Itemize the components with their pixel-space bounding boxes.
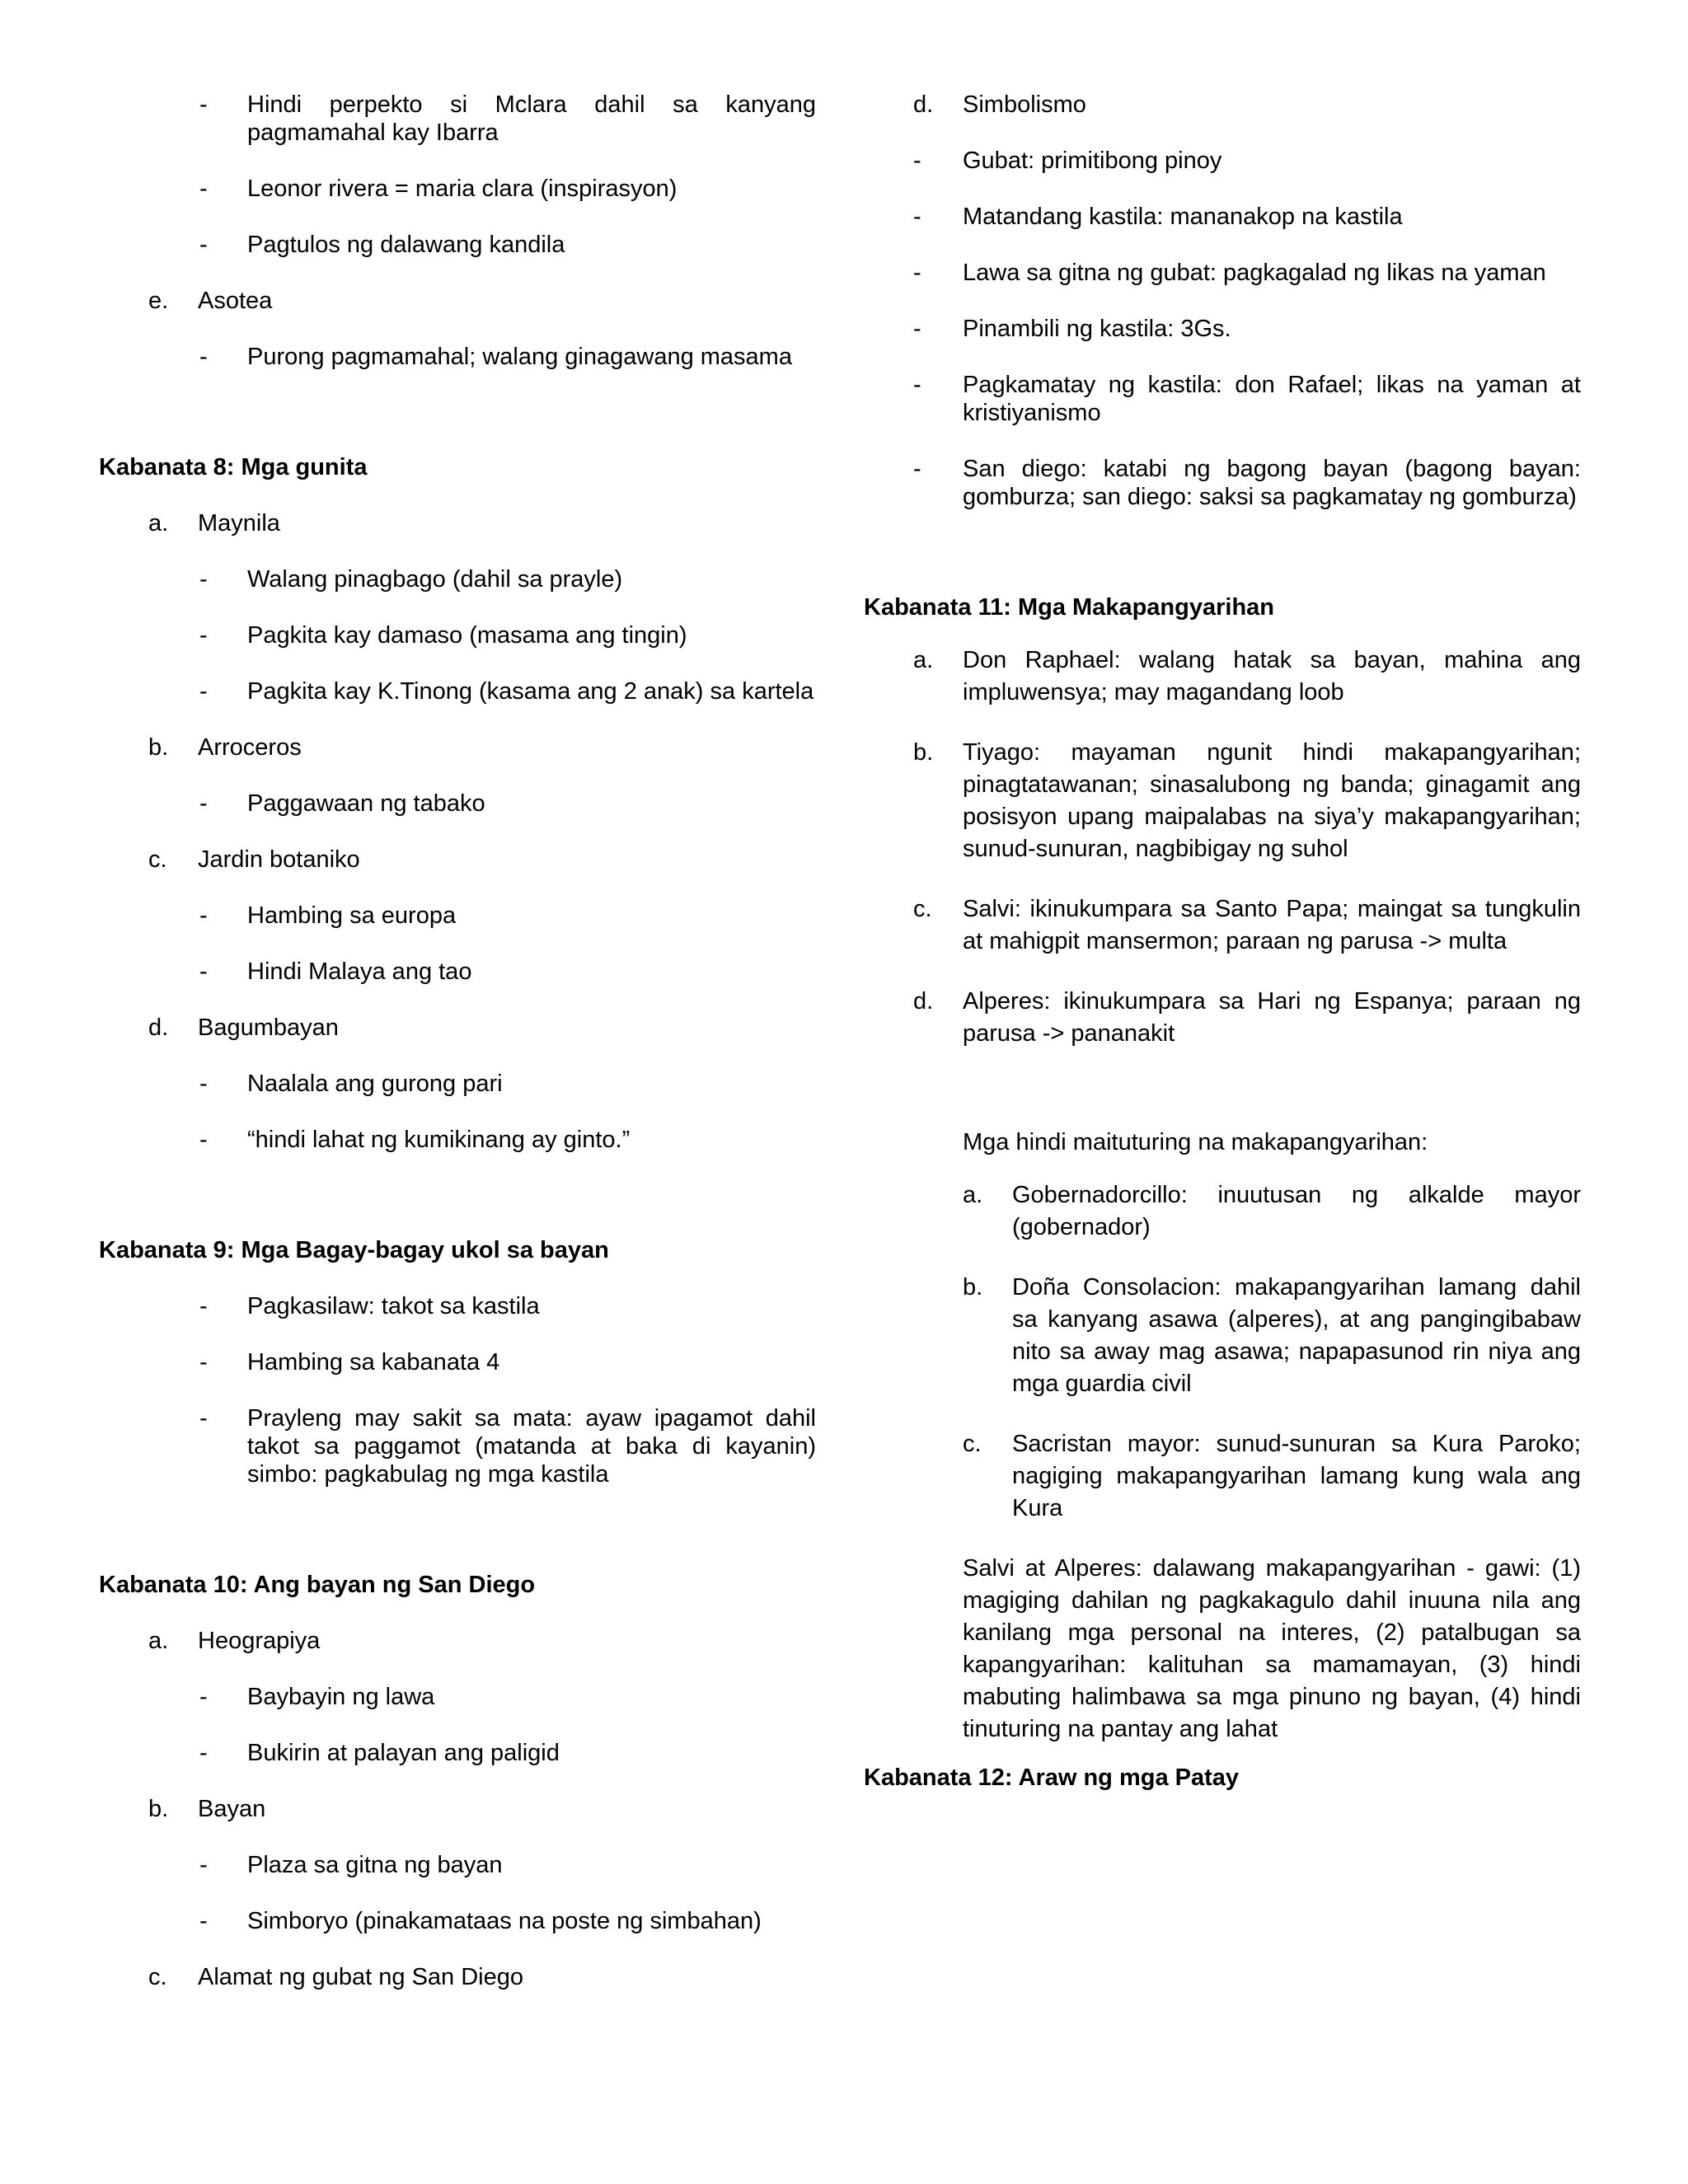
closing-paragraph: Salvi at Alperes: dalawang makapangyarihan - gawi: (1) magiging dahilan ng pagkakagulo dahil inuuna nila ang kanilang mga personal na interes, (2) patalbugan sa kapangyarihan: kalituhan sa mamamayan, (3) hindi mabuting halimbawa sa mga pinuno ng bayan, (4) hindi tinuturing na pantay ang lahat (963, 1555, 1581, 1742)
list-item: - Pagkita kay damaso (masama ang tingin) (199, 622, 687, 649)
list-item: d. Alperes: ikinukumpara sa Hari ng Espanya; paraan ng parusa -> pananakit (913, 988, 1581, 1047)
section-label: c. Alamat ng gubat ng San Diego (148, 1964, 523, 1990)
chapter-heading: Kabanata 9: Mga Bagay-bagay ukol sa bayan (99, 1237, 609, 1263)
list-item: - Leonor rivera = maria clara (inspirasyon) (199, 176, 678, 202)
dash-marker: - (199, 91, 208, 118)
list-item: a. Gobernadorcillo: inuutusan ng alkalde mayor (gobernador) (963, 1182, 1581, 1240)
list-item: - Pagkasilaw: takot sa kastila (199, 1293, 540, 1319)
list-item: - San diego: katabi ng bagong bayan (bagong bayan: gomburza; san diego: saksi sa pagkamatay ng gomburza) (913, 456, 1581, 510)
section-label: e. Asotea (148, 288, 273, 314)
list-item: - Naalala ang gurong pari (199, 1071, 503, 1097)
list-item: c. Sacristan mayor: sunud-sunuran sa Kura Paroko; nagiging makapangyarihan lamang kung wala ang Kura (963, 1431, 1581, 1521)
list-item: c. Salvi: ikinukumpara sa Santo Papa; maingat sa tungkulin at mahigpit mansermon; paraan ng parusa -> multa (913, 896, 1581, 954)
list-item: - Prayleng may sakit sa mata: ayaw ipagamot dahil takot sa paggamot (matanda at baka di kayanin) simbo: pagkabulag ng mga kastila (199, 1405, 816, 1488)
list-item: - Pagkamatay ng kastila: don Rafael; likas na yaman at kristiyanismo (913, 372, 1581, 426)
list-item: - Hindi perpekto si Mclara dahil sa kanyang pagmamahal kay Ibarra (199, 91, 816, 146)
list-item: - Hambing sa kabanata 4 (199, 1349, 500, 1376)
chapter-heading: Kabanata 11: Mga Makapangyarihan (864, 594, 1274, 621)
list-item: - Matandang kastila: mananakop na kastila (913, 204, 1403, 230)
chapter-heading: Kabanata 8: Mga gunita (99, 454, 368, 480)
section-label: d. Bagumbayan (148, 1015, 339, 1041)
list-item: - Pagtulos ng dalawang kandila (199, 232, 565, 258)
chapter-heading: Kabanata 12: Araw ng mga Patay (864, 1765, 1240, 1791)
left-column (99, 91, 816, 1991)
list-item: - Bukirin at palayan ang paligid (199, 1740, 560, 1766)
list-item: - Baybayin ng lawa (199, 1684, 435, 1710)
section-label: a. Maynila (148, 510, 280, 537)
list-item: - Gubat: primitibong pinoy (913, 148, 1222, 174)
list-item: - Walang pinagbago (dahil sa prayle) (199, 566, 623, 593)
list-item: b. Tiyago: mayaman ngunit hindi makapangyarihan; pinagtatawanan; sinasalubong ng banda; ginagamit ang posisyon upang maipalabas na siya’y makapangyarihan; sunud-sunuran, nagbibigay ng suhol (913, 739, 1581, 862)
section-label: c. Jardin botaniko (148, 846, 360, 873)
sub-heading: Mga hindi maituturing na makapangyarihan: (963, 1129, 1428, 1155)
list-item: - Purong pagmamahal; walang ginagawang masama (199, 344, 792, 370)
list-item: - Paggawaan ng tabako (199, 790, 485, 817)
list-item: - Plaza sa gitna ng bayan (199, 1852, 503, 1878)
chapter-heading: Kabanata 10: Ang bayan ng San Diego (99, 1572, 536, 1598)
section-label: d. Simbolismo (913, 91, 1086, 118)
list-item: - Hindi Malaya ang tao (199, 958, 472, 985)
section-label: a. Heograpiya (148, 1628, 321, 1654)
list-item: - Pagkita kay K.Tinong (kasama ang 2 anak) sa kartela (199, 678, 814, 705)
right-column (864, 91, 1581, 1792)
list-item: a. Don Raphael: walang hatak sa bayan, mahina ang impluwensya; may magandang loob (913, 647, 1581, 705)
section-label: b. Bayan (148, 1796, 266, 1822)
section-label: b. Arroceros (148, 734, 302, 761)
list-item: - “hindi lahat ng kumikinang ay ginto.” (199, 1127, 631, 1153)
list-item: b. Doña Consolacion: makapangyarihan lamang dahil sa kanyang asawa (alperes), at ang pangingibabaw nito sa away mag asawa; napapasunod rin niya ang mga guardia civil (963, 1274, 1581, 1397)
list-item: - Lawa sa gitna ng gubat: pagkagalad ng likas na yaman (913, 260, 1546, 286)
list-item: - Simboryo (pinakamataas na poste ng simbahan) (199, 1908, 762, 1934)
list-item: - Pinambili ng kastila: 3Gs. (913, 316, 1231, 342)
list-item: - Hambing sa europa (199, 902, 457, 929)
